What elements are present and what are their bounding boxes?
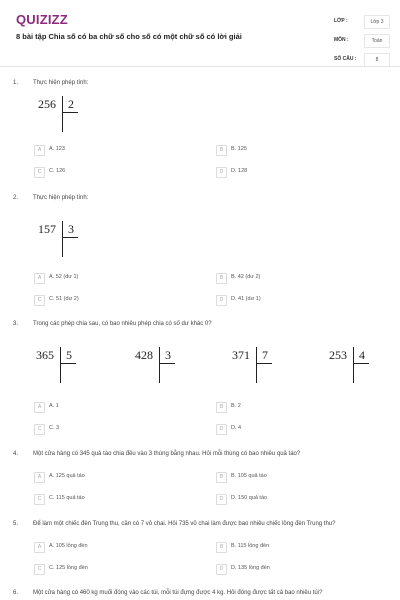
option-text: C. 115 quả táo (49, 495, 85, 501)
question-number: 4. (13, 451, 19, 457)
question-text: Trong các phép chia sau, có bao nhiêu phép chia có số dư khác 0? (33, 321, 212, 327)
option-letter: D (216, 494, 227, 505)
option-text: C. 126 (49, 168, 66, 174)
option-letter: B (216, 472, 227, 483)
meta-subject (334, 33, 390, 52)
quizizz-logo: QUIZIZZ (16, 12, 68, 27)
question-text: Thực hiện phép tính: (33, 195, 89, 201)
option-letter: A (34, 273, 45, 284)
document-title: 8 bài tập Chia số có ba chữ số cho số có một chữ số có lời giải (16, 32, 242, 41)
option-text: A. 1 (49, 403, 59, 409)
dividend: 371 (232, 348, 250, 362)
option-text: A. 123 (49, 146, 65, 152)
option-letter: C (34, 295, 45, 306)
option-letter: C (34, 494, 45, 505)
option-text: B. 115 lồng đèn (231, 543, 270, 549)
meta-value: Lớp 3 (364, 15, 390, 29)
option-text: D. 128 (231, 168, 248, 174)
division-horizontal-line (353, 363, 369, 364)
meta-value: Toán (364, 34, 390, 48)
division-vertical-line (60, 347, 61, 383)
option-letter: A (34, 472, 45, 483)
meta-label: LỚP : (334, 18, 348, 24)
option-text: D. 4 (231, 425, 242, 431)
dividend: 253 (329, 348, 347, 362)
question-text: Để làm một chiếc đèn Trung thu, cần có 7 vỏ chai. Hỏi 735 vỏ chai làm được bao nhiêu chiếc lồng đèn Trung thu? (33, 521, 336, 527)
option-text: C. 125 lồng đèn (49, 565, 88, 571)
option-letter: B (216, 402, 227, 413)
option-text: D. 41 (dư 1) (231, 296, 261, 302)
division-horizontal-line (62, 237, 78, 238)
division-vertical-line (159, 347, 160, 383)
meta-value: 8 (364, 53, 390, 67)
option-letter: D (216, 295, 227, 306)
option-text: B. 105 quả táo (231, 473, 267, 479)
question-number: 2. (13, 195, 19, 201)
option-letter: A (34, 402, 45, 413)
option-text: A. 125 quả táo (49, 473, 85, 479)
divisor: 4 (359, 348, 365, 362)
option-text: B. 42 (dư 2) (231, 274, 261, 280)
question-text: Một cửa hàng có 460 kg muối đóng vào các túi, mỗi túi đựng được 4 kg. Hỏi đóng được tất cả bao nhiêu túi? (33, 590, 323, 596)
option-text: C. 3 (49, 425, 60, 431)
worksheet-meta (334, 14, 390, 71)
division-horizontal-line (256, 363, 272, 364)
division-horizontal-line (62, 112, 78, 113)
option-text: C. 51 (dư 2) (49, 296, 79, 302)
option-letter: C (34, 424, 45, 435)
question-number: 3. (13, 321, 19, 327)
division-horizontal-line (60, 363, 76, 364)
option-letter: C (34, 564, 45, 575)
option-letter: D (216, 424, 227, 435)
question-text: Một cửa hàng có 345 quả táo chia đều vào 3 thùng bằng nhau. Hỏi mỗi thùng có bao nhiêu quả táo? (33, 451, 301, 457)
dividend: 428 (135, 348, 153, 362)
division-horizontal-line (159, 363, 175, 364)
option-letter: B (216, 542, 227, 553)
question-number: 6. (13, 590, 19, 596)
meta-label: MÔN : (334, 37, 349, 43)
option-letter: A (34, 542, 45, 553)
question-text: Thực hiện phép tính: (33, 80, 89, 86)
option-text: A. 52 (dư 1) (49, 274, 79, 280)
divisor: 7 (262, 348, 268, 362)
dividend: 157 (38, 222, 56, 236)
option-letter: B (216, 145, 227, 156)
division-vertical-line (353, 347, 354, 383)
option-letter: D (216, 564, 227, 575)
divisor: 5 (66, 348, 72, 362)
option-text: B. 125 (231, 146, 247, 152)
option-text: D. 150 quả táo (231, 495, 268, 501)
option-text: B. 2 (231, 403, 241, 409)
meta-class (334, 14, 390, 33)
dividend: 365 (36, 348, 54, 362)
division-vertical-line (256, 347, 257, 383)
meta-question-count (334, 52, 390, 71)
divisor: 2 (68, 97, 74, 111)
option-text: A. 105 lồng đèn (49, 543, 88, 549)
divisor: 3 (68, 222, 74, 236)
divisor: 3 (165, 348, 171, 362)
question-number: 5. (13, 521, 19, 527)
option-letter: C (34, 167, 45, 178)
question-number: 1. (13, 80, 19, 86)
dividend: 256 (38, 97, 56, 111)
division-vertical-line (62, 221, 63, 257)
option-letter: B (216, 273, 227, 284)
option-letter: D (216, 167, 227, 178)
option-text: D. 135 lồng đèn (231, 565, 270, 571)
meta-label: SỐ CÂU : (334, 56, 357, 62)
option-letter: A (34, 145, 45, 156)
header-divider (0, 66, 400, 67)
division-vertical-line (62, 96, 63, 132)
